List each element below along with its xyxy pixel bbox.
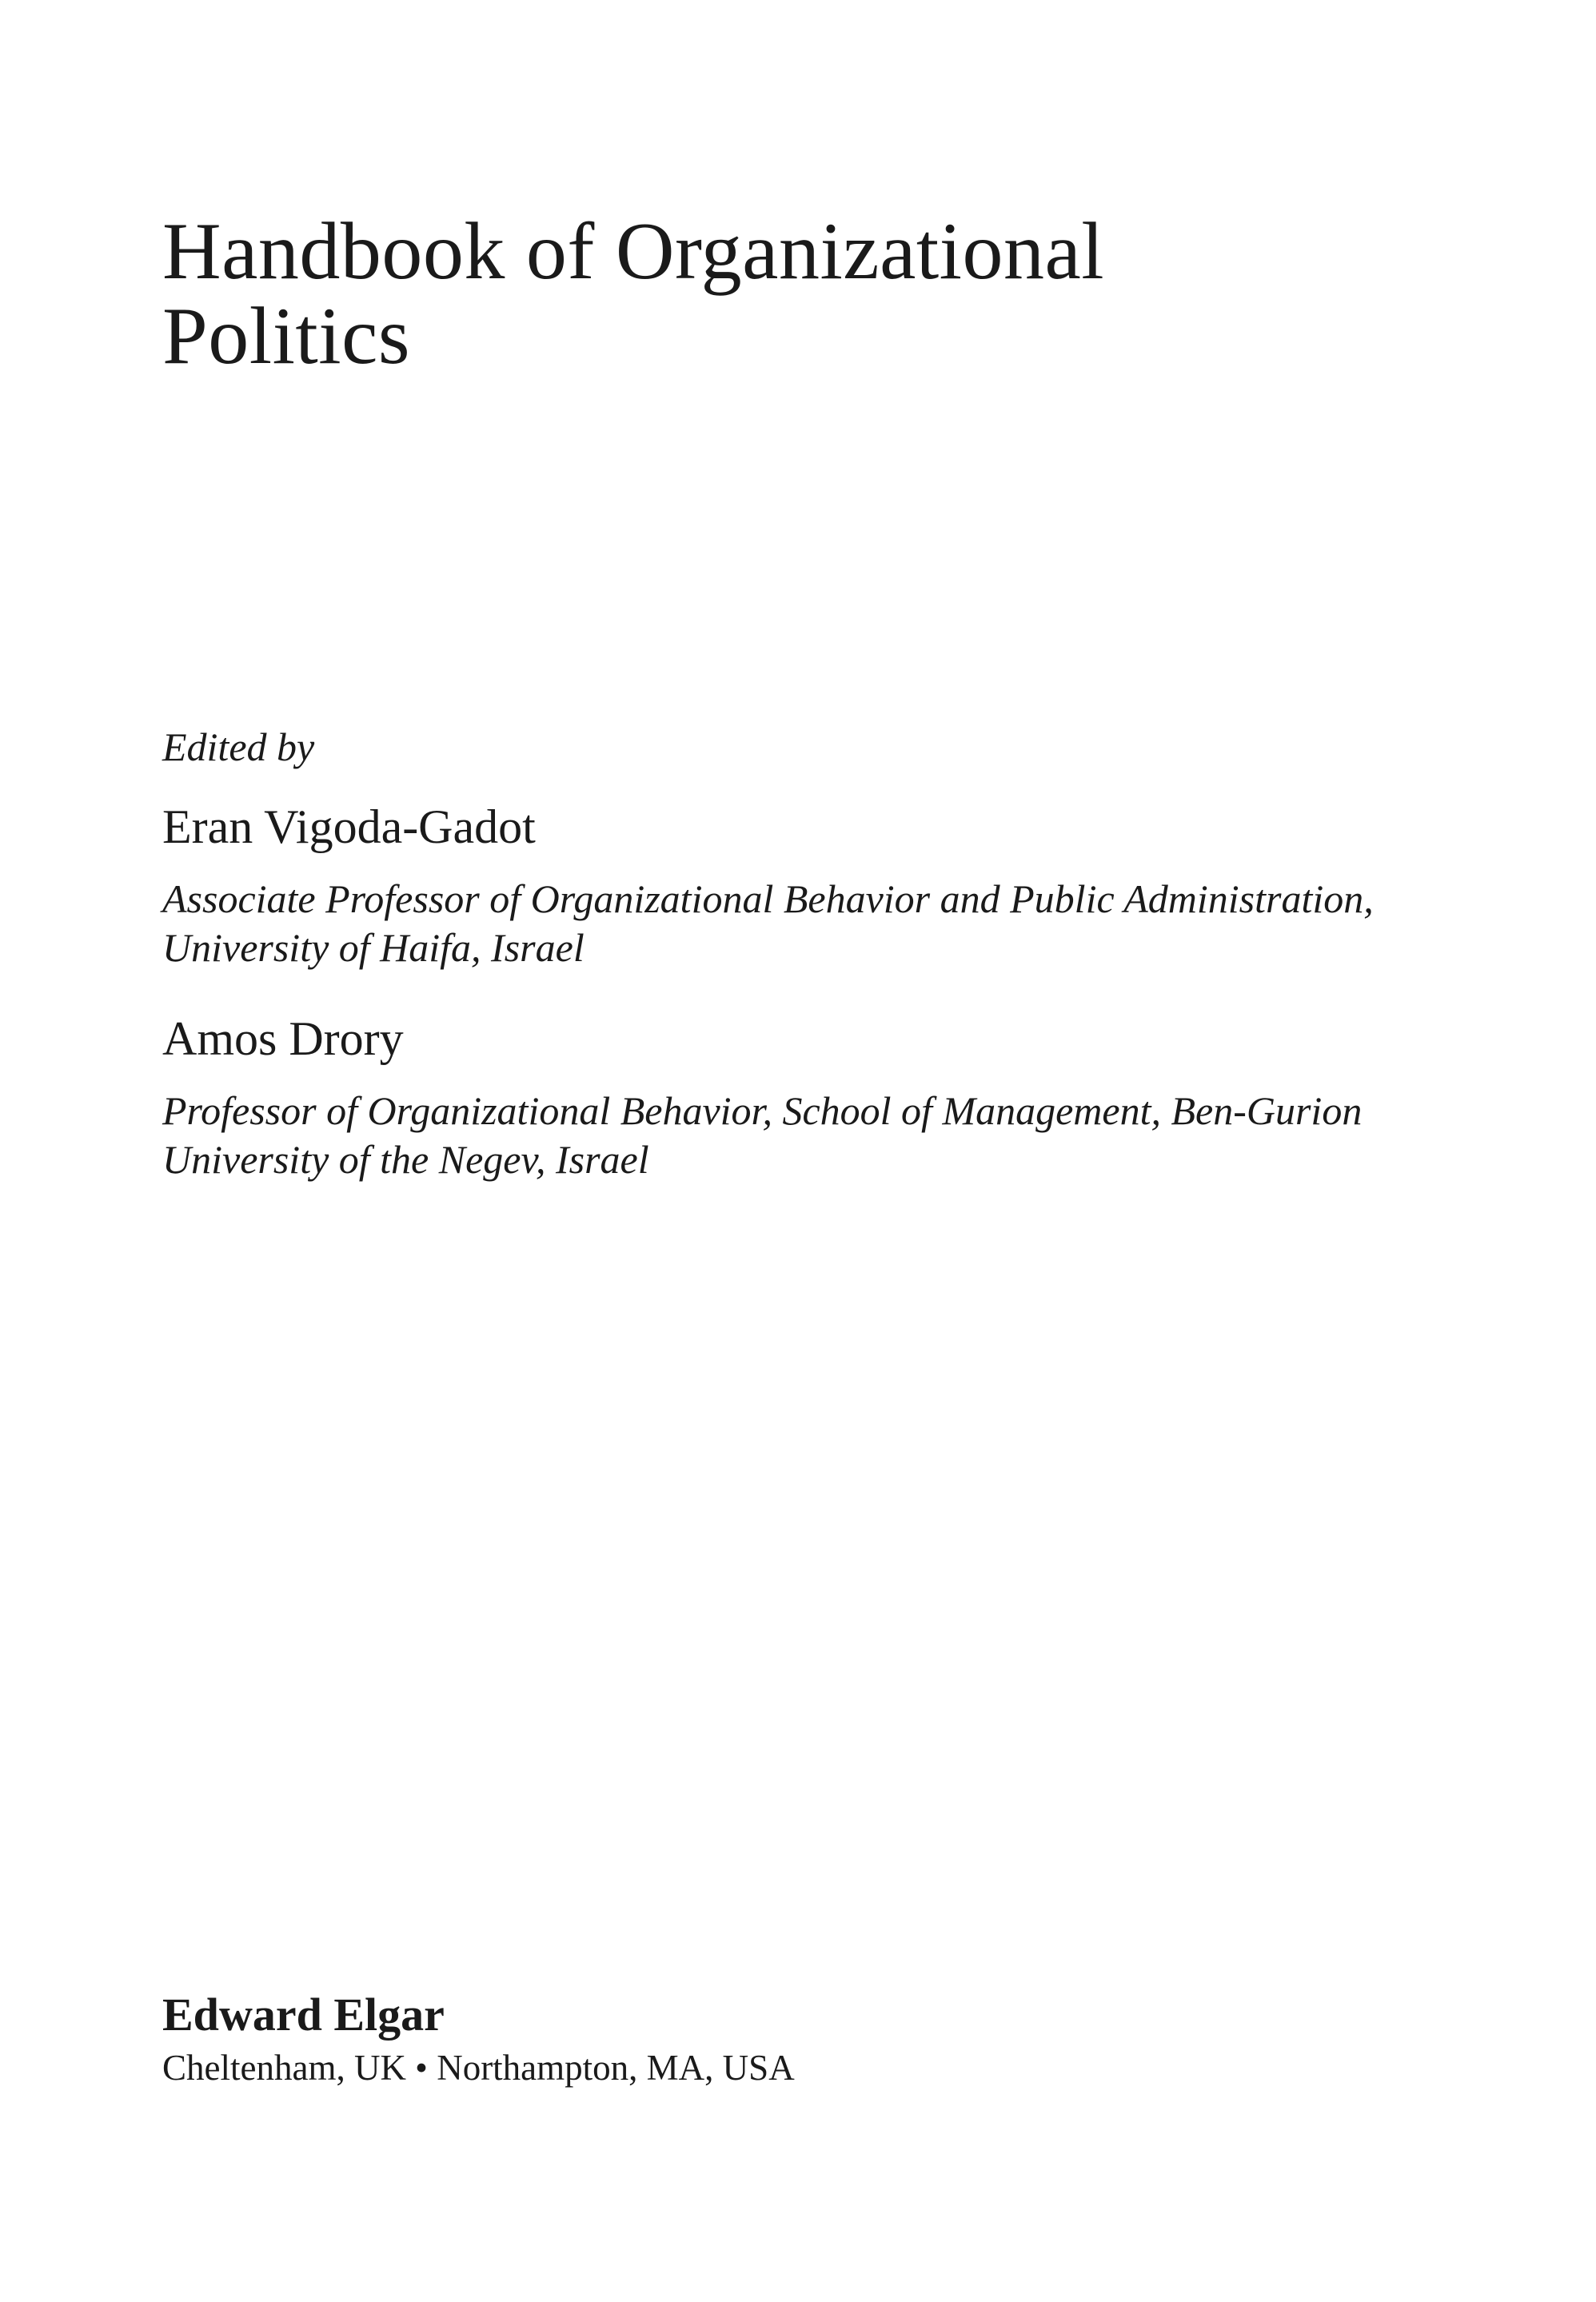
editor-name: Eran Vigoda-Gadot xyxy=(162,800,536,853)
book-title-line-2: Politics xyxy=(162,291,411,381)
publisher-locations: Cheltenham, UK • Northampton, MA, USA xyxy=(162,2048,795,2088)
edited-by-label: Edited by xyxy=(162,724,315,769)
book-title xyxy=(162,206,1442,381)
affiliation-line: Associate Professor of Organizational Behavior and Public Administration, xyxy=(162,876,1374,921)
editor-affiliation xyxy=(162,875,1522,972)
editor-affiliation xyxy=(162,1087,1522,1184)
publisher-name: Edward Elgar xyxy=(162,1989,445,2041)
book-title-line-1: Handbook of Organizational xyxy=(162,206,1105,297)
affiliation-line: Professor of Organizational Behavior, School of Management, Ben-Gurion xyxy=(162,1088,1363,1133)
affiliation-line: University of Haifa, Israel xyxy=(162,925,585,970)
affiliation-line: University of the Negev, Israel xyxy=(162,1137,649,1182)
editor-name: Amos Drory xyxy=(162,1012,404,1065)
